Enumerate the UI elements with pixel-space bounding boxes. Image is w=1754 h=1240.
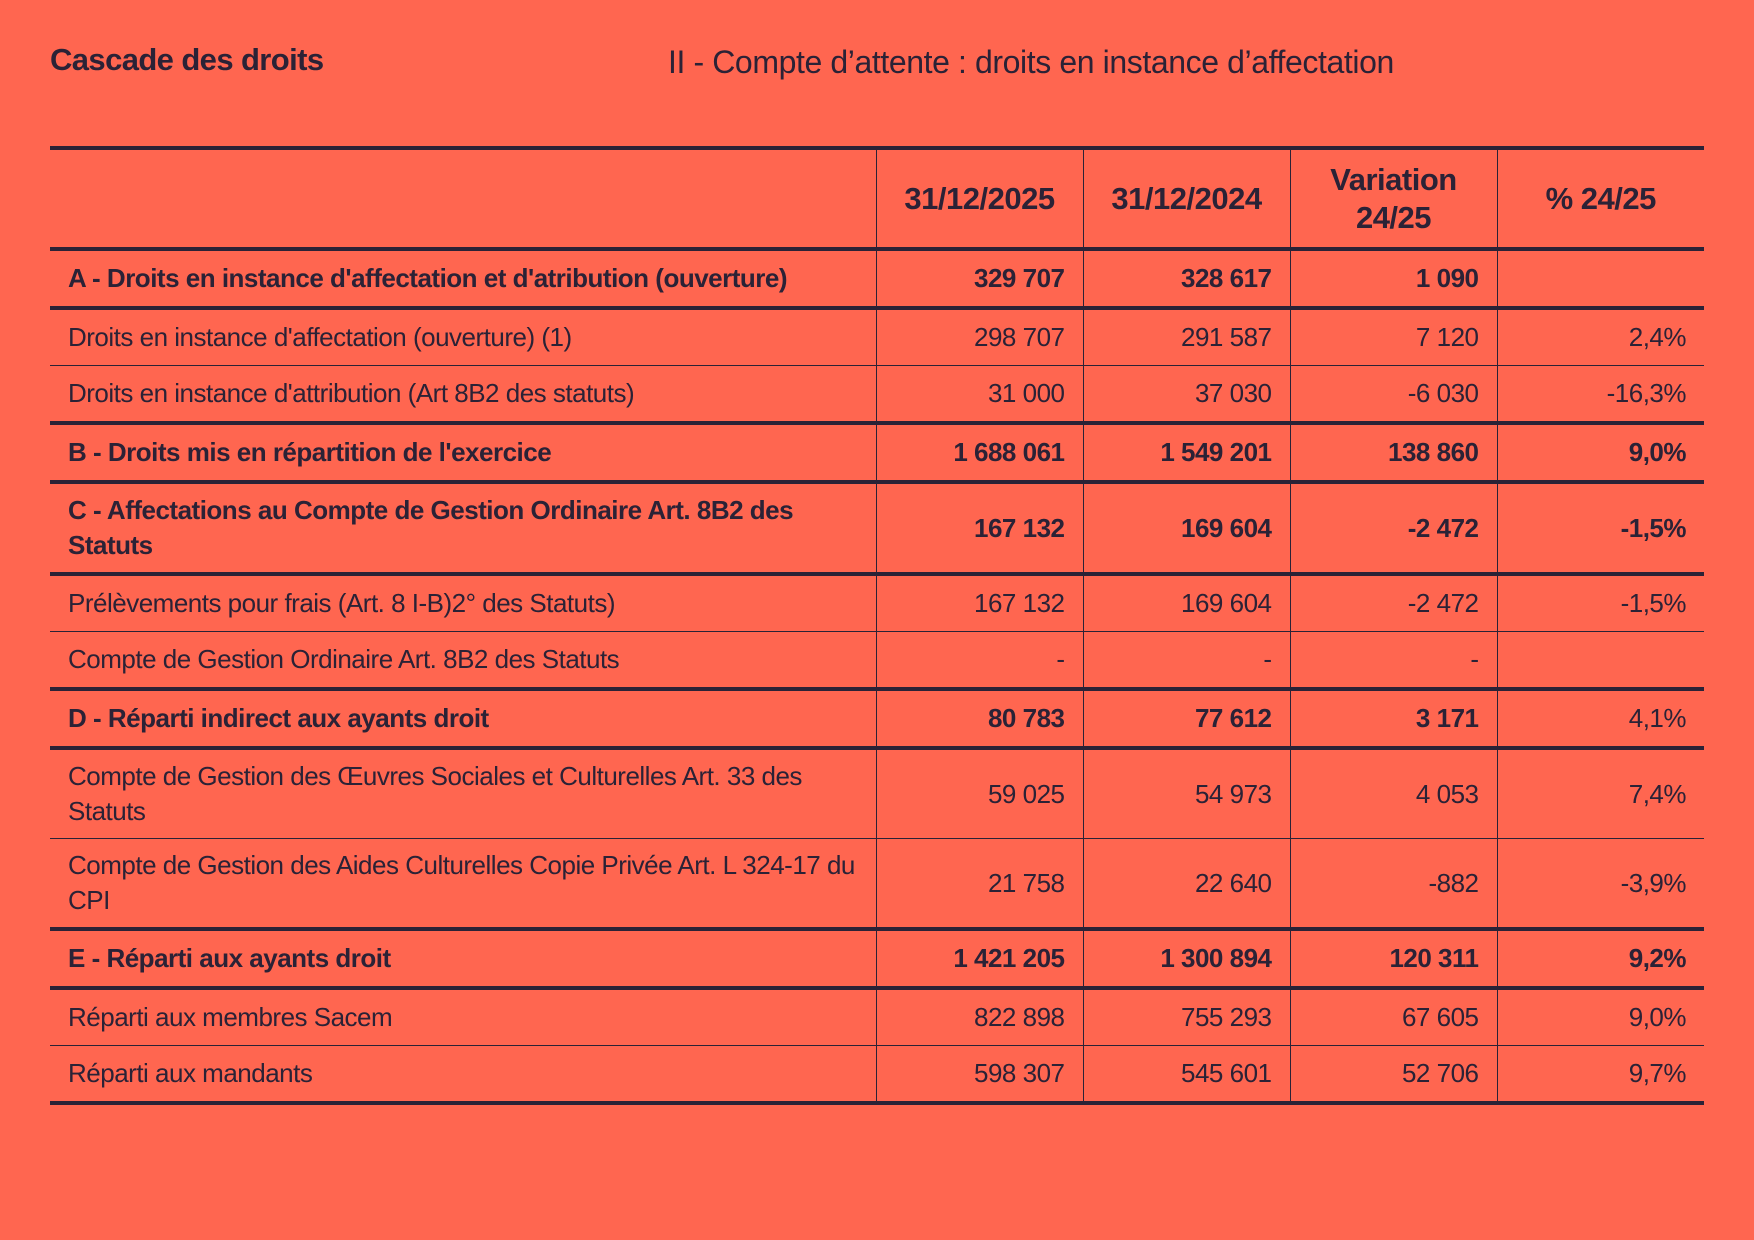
row-label: Prélèvements pour frais (Art. 8 I-B)2° des Statuts) (68, 588, 615, 618)
section-label: Cascade des droits (50, 42, 324, 77)
cell-pct: 9,0% (1497, 988, 1704, 1046)
cell-variation: - (1290, 632, 1497, 690)
cell-pct: 7,4% (1497, 748, 1704, 839)
cell-2025: 21 758 (876, 839, 1083, 930)
cell-pct: 4,1% (1497, 689, 1704, 748)
cell-2024: 328 617 (1083, 249, 1290, 308)
cell-2025: 598 307 (876, 1046, 1083, 1104)
cell-2024: 169 604 (1083, 574, 1290, 632)
cell-variation: 4 053 (1290, 748, 1497, 839)
table-row (50, 988, 1704, 1046)
column-header-label (50, 148, 876, 249)
row-label: Droits en instance d'attribution (Art 8B2 des statuts) (68, 378, 635, 408)
cell-2024: 169 604 (1083, 482, 1290, 574)
row-label: C - Affectations au Compte de Gestion Ordinaire Art. 8B2 des Statuts (68, 495, 794, 560)
row-label: A - Droits en instance d'affectation et d'atribution (ouverture) (68, 263, 788, 293)
cell-variation: -882 (1290, 839, 1497, 930)
cell-2025: - (876, 632, 1083, 690)
cascade-table (50, 146, 1704, 1105)
table-row (50, 929, 1704, 988)
table-row (50, 249, 1704, 308)
row-label: Droits en instance d'affectation (ouverture) (1) (68, 322, 572, 352)
cell-2025: 167 132 (876, 482, 1083, 574)
cell-2024: 545 601 (1083, 1046, 1290, 1104)
cell-pct (1497, 249, 1704, 308)
cell-variation: 7 120 (1290, 308, 1497, 366)
cell-2025: 329 707 (876, 249, 1083, 308)
table-header-row (50, 148, 1704, 249)
column-header-variation: Variation 24/25 (1290, 148, 1497, 249)
cell-pct: -1,5% (1497, 482, 1704, 574)
table-row (50, 366, 1704, 424)
cell-pct: 2,4% (1497, 308, 1704, 366)
column-header-2025: 31/12/2025 (876, 148, 1083, 249)
cell-2024: 37 030 (1083, 366, 1290, 424)
cell-variation: 138 860 (1290, 423, 1497, 482)
cell-pct: -1,5% (1497, 574, 1704, 632)
row-label: D - Réparti indirect aux ayants droit (68, 703, 489, 733)
table-row (50, 839, 1704, 930)
table-row (50, 689, 1704, 748)
cell-2025: 167 132 (876, 574, 1083, 632)
cell-2024: 22 640 (1083, 839, 1290, 930)
row-label: Réparti aux mandants (68, 1058, 313, 1088)
table-row (50, 1046, 1704, 1104)
cell-2024: - (1083, 632, 1290, 690)
column-header-pct: % 24/25 (1497, 148, 1704, 249)
row-label: Compte de Gestion des Œuvres Sociales et Culturelles Art. 33 des Statuts (68, 761, 802, 826)
table-row (50, 308, 1704, 366)
cell-variation: 52 706 (1290, 1046, 1497, 1104)
table-row (50, 748, 1704, 839)
cell-2024: 755 293 (1083, 988, 1290, 1046)
table-row (50, 423, 1704, 482)
cell-pct: 9,2% (1497, 929, 1704, 988)
cell-variation: -2 472 (1290, 482, 1497, 574)
cell-2025: 298 707 (876, 308, 1083, 366)
cell-pct: -16,3% (1497, 366, 1704, 424)
row-label: Compte de Gestion des Aides Culturelles Copie Privée Art. L 324-17 du CPI (68, 850, 855, 915)
cell-pct: -3,9% (1497, 839, 1704, 930)
cell-pct: 9,7% (1497, 1046, 1704, 1104)
cell-variation: -6 030 (1290, 366, 1497, 424)
cell-2024: 291 587 (1083, 308, 1290, 366)
row-label: Compte de Gestion Ordinaire Art. 8B2 des Statuts (68, 644, 620, 674)
cell-pct (1497, 632, 1704, 690)
cell-2025: 1 421 205 (876, 929, 1083, 988)
cell-2024: 1 549 201 (1083, 423, 1290, 482)
row-label: B - Droits mis en répartition de l'exercice (68, 437, 552, 467)
cell-variation: 3 171 (1290, 689, 1497, 748)
cell-2024: 1 300 894 (1083, 929, 1290, 988)
table-row (50, 574, 1704, 632)
cell-2025: 80 783 (876, 689, 1083, 748)
cell-2024: 77 612 (1083, 689, 1290, 748)
cell-pct: 9,0% (1497, 423, 1704, 482)
cell-2025: 822 898 (876, 988, 1083, 1046)
row-label: Réparti aux membres Sacem (68, 1002, 393, 1032)
cell-2025: 59 025 (876, 748, 1083, 839)
cell-2024: 54 973 (1083, 748, 1290, 839)
cell-2025: 1 688 061 (876, 423, 1083, 482)
cell-variation: 67 605 (1290, 988, 1497, 1046)
cell-variation: 1 090 (1290, 249, 1497, 308)
cell-2025: 31 000 (876, 366, 1083, 424)
page-title: II - Compte d’attente : droits en instance d’affectation (668, 44, 1394, 80)
row-label: E - Réparti aux ayants droit (68, 943, 391, 973)
cell-variation: 120 311 (1290, 929, 1497, 988)
table-row (50, 632, 1704, 690)
table-row (50, 482, 1704, 574)
cell-variation: -2 472 (1290, 574, 1497, 632)
column-header-2024: 31/12/2024 (1083, 148, 1290, 249)
